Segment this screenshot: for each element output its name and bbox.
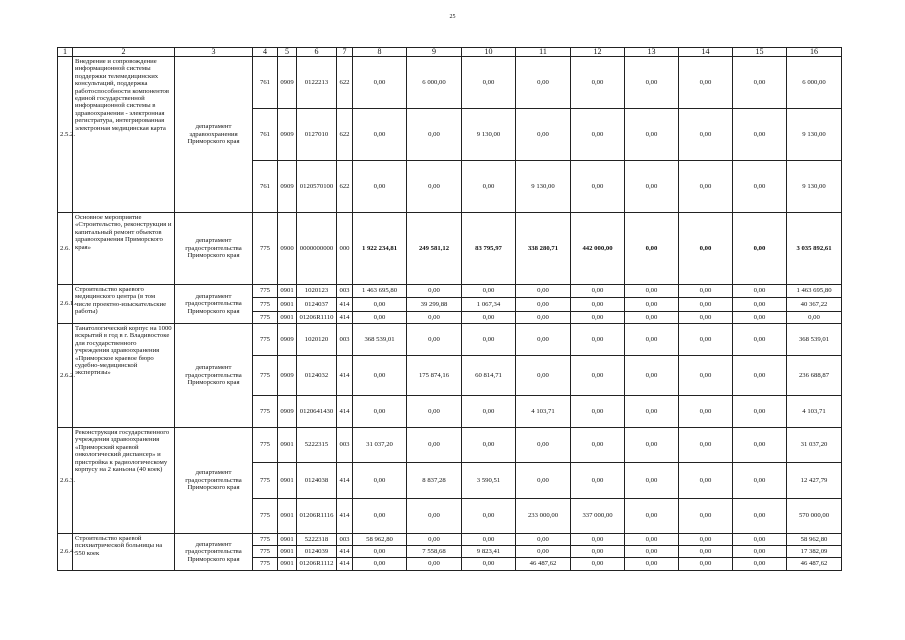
ministry-code: 775: [253, 298, 278, 312]
year-value: 0,00: [679, 324, 733, 356]
responsible-department: департамент здравоохранения Приморского края: [175, 57, 253, 213]
year-value: 0,00: [516, 356, 571, 396]
section-code: 0909: [278, 161, 297, 213]
item-title: Танатологический корпус на 1000 вскрытий в год в г. Владивостоке для государственного учреждения здравоохранения «Приморское краевое бюро судебно-медицинской экспертизы»: [73, 324, 175, 428]
year-value: 0,00: [625, 285, 679, 298]
responsible-department: департамент градостроительства Приморского края: [175, 428, 253, 534]
ministry-code: 775: [253, 396, 278, 428]
budget-table: [57, 47, 842, 571]
total-value: 0,00: [787, 312, 842, 324]
year-value: 0,00: [625, 463, 679, 499]
year-value: 9 823,41: [462, 546, 516, 558]
expense-type-code: 414: [337, 312, 353, 324]
year-value: 8 837,28: [407, 463, 462, 499]
year-value: 175 874,16: [407, 356, 462, 396]
column-header: 4: [253, 48, 278, 57]
year-value: 0,00: [462, 558, 516, 571]
year-value: 0,00: [679, 534, 733, 546]
section-code: 0909: [278, 324, 297, 356]
table-row: [58, 324, 842, 356]
table-row: [58, 285, 842, 298]
year-value: 1 463 695,80: [353, 285, 407, 298]
item-title: Реконструкция государственного учреждения здравоохранения «Приморский краевой онкологический диспансер» и пристройка к радиологическому корпусу на 2 каньона (40 коек): [73, 428, 175, 534]
expense-type-code: 003: [337, 285, 353, 298]
year-value: 0,00: [679, 558, 733, 571]
year-value: 0,00: [679, 298, 733, 312]
year-value: 0,00: [733, 213, 787, 285]
year-value: 0,00: [625, 109, 679, 161]
year-value: 0,00: [516, 324, 571, 356]
expense-type-code: 414: [337, 463, 353, 499]
total-value: 1 463 695,80: [787, 285, 842, 298]
year-value: 60 814,71: [462, 356, 516, 396]
total-value: 6 000,00: [787, 57, 842, 109]
target-article-code: 0122213: [297, 57, 337, 109]
year-value: 0,00: [679, 546, 733, 558]
ministry-code: 761: [253, 109, 278, 161]
section-code: 0901: [278, 546, 297, 558]
column-header: 13: [625, 48, 679, 57]
year-value: 0,00: [407, 324, 462, 356]
year-value: 0,00: [625, 534, 679, 546]
total-value: 4 103,71: [787, 396, 842, 428]
year-value: 6 000,00: [407, 57, 462, 109]
target-article-code: 0124032: [297, 356, 337, 396]
page-number: 25: [449, 14, 456, 20]
item-code: 2.6.: [58, 213, 73, 285]
year-value: 0,00: [462, 428, 516, 463]
column-header: 14: [679, 48, 733, 57]
expense-type-code: 003: [337, 428, 353, 463]
section-code: 0901: [278, 558, 297, 571]
year-value: 0,00: [625, 499, 679, 534]
year-value: 0,00: [407, 312, 462, 324]
responsible-department: департамент градостроительства Приморского края: [175, 534, 253, 571]
column-header: 9: [407, 48, 462, 57]
ministry-code: 775: [253, 546, 278, 558]
year-value: 0,00: [679, 285, 733, 298]
total-value: 368 539,01: [787, 324, 842, 356]
year-value: 58 962,80: [353, 534, 407, 546]
target-article-code: 01206R1116: [297, 499, 337, 534]
expense-type-code: 003: [337, 324, 353, 356]
year-value: 0,00: [516, 285, 571, 298]
ministry-code: 775: [253, 324, 278, 356]
year-value: 0,00: [407, 396, 462, 428]
year-value: 0,00: [625, 57, 679, 109]
year-value: 0,00: [353, 463, 407, 499]
section-code: 0909: [278, 109, 297, 161]
total-value: 570 000,00: [787, 499, 842, 534]
year-value: 0,00: [353, 298, 407, 312]
year-value: 0,00: [733, 499, 787, 534]
year-value: 0,00: [571, 428, 625, 463]
year-value: 0,00: [462, 57, 516, 109]
year-value: 0,00: [462, 324, 516, 356]
year-value: 0,00: [733, 463, 787, 499]
total-value: 236 688,87: [787, 356, 842, 396]
target-article-code: 5222315: [297, 428, 337, 463]
year-value: 0,00: [462, 499, 516, 534]
year-value: 0,00: [733, 534, 787, 546]
year-value: 0,00: [571, 356, 625, 396]
year-value: 338 280,71: [516, 213, 571, 285]
year-value: 0,00: [625, 396, 679, 428]
ministry-code: 761: [253, 161, 278, 213]
column-header: 12: [571, 48, 625, 57]
year-value: 0,00: [571, 57, 625, 109]
section-code: 0901: [278, 298, 297, 312]
column-header: 5: [278, 48, 297, 57]
year-value: 0,00: [571, 546, 625, 558]
ministry-code: 775: [253, 312, 278, 324]
item-code: 2.6.1.: [58, 285, 73, 324]
ministry-code: 761: [253, 57, 278, 109]
year-value: 0,00: [679, 312, 733, 324]
year-value: 1 922 234,81: [353, 213, 407, 285]
table-row: [58, 213, 842, 285]
year-value: 0,00: [353, 396, 407, 428]
total-value: 17 382,09: [787, 546, 842, 558]
year-value: 0,00: [571, 534, 625, 546]
year-value: 0,00: [625, 546, 679, 558]
responsible-department: департамент градостроительства Приморского края: [175, 324, 253, 428]
target-article-code: 1020120: [297, 324, 337, 356]
column-header: 8: [353, 48, 407, 57]
year-value: 0,00: [733, 546, 787, 558]
year-value: 7 558,68: [407, 546, 462, 558]
total-value: 9 130,00: [787, 109, 842, 161]
column-header: 2: [73, 48, 175, 57]
year-value: 0,00: [571, 109, 625, 161]
year-value: 0,00: [679, 356, 733, 396]
year-value: 0,00: [353, 499, 407, 534]
section-code: 0901: [278, 534, 297, 546]
total-value: 12 427,79: [787, 463, 842, 499]
section-code: 0909: [278, 396, 297, 428]
year-value: 233 000,00: [516, 499, 571, 534]
year-value: 0,00: [733, 558, 787, 571]
year-value: 0,00: [625, 356, 679, 396]
year-value: 0,00: [679, 109, 733, 161]
year-value: 0,00: [625, 298, 679, 312]
year-value: 337 000,00: [571, 499, 625, 534]
responsible-department: департамент градостроительства Приморского края: [175, 213, 253, 285]
item-code: 2.5.2.: [58, 57, 73, 213]
year-value: 83 795,97: [462, 213, 516, 285]
expense-type-code: 414: [337, 546, 353, 558]
year-value: 9 130,00: [516, 161, 571, 213]
table-row: [58, 428, 842, 463]
year-value: 46 487,62: [516, 558, 571, 571]
year-value: 0,00: [462, 312, 516, 324]
year-value: 0,00: [733, 57, 787, 109]
year-value: 0,00: [516, 57, 571, 109]
year-value: 0,00: [733, 285, 787, 298]
expense-type-code: 000: [337, 213, 353, 285]
item-title: Основное мероприятие «Строительство, реконструкция и капитальный ремонт объектов здравоохранения Приморского края»: [73, 213, 175, 285]
year-value: 0,00: [462, 161, 516, 213]
total-value: 3 035 892,61: [787, 213, 842, 285]
year-value: 0,00: [679, 499, 733, 534]
expense-type-code: 622: [337, 161, 353, 213]
year-value: 0,00: [625, 312, 679, 324]
item-title: Внедрение и сопровождение информационной системы поддержки телемедицинских консультаций, поддержка работоспособности компонентов единой государственной информационной системы в здравоохранении - электронная регистратура, интегрированная электронная медицинская карта: [73, 57, 175, 213]
target-article-code: 1020123: [297, 285, 337, 298]
year-value: 368 539,01: [353, 324, 407, 356]
section-code: 0909: [278, 57, 297, 109]
ministry-code: 775: [253, 499, 278, 534]
section-code: 0901: [278, 312, 297, 324]
year-value: 0,00: [679, 161, 733, 213]
target-article-code: 0124039: [297, 546, 337, 558]
item-code: 2.6.2.: [58, 324, 73, 428]
year-value: 0,00: [625, 161, 679, 213]
year-value: 0,00: [571, 558, 625, 571]
year-value: 0,00: [733, 356, 787, 396]
year-value: 249 581,12: [407, 213, 462, 285]
ministry-code: 775: [253, 213, 278, 285]
target-article-code: 0127010: [297, 109, 337, 161]
section-code: 0901: [278, 285, 297, 298]
total-value: 46 487,62: [787, 558, 842, 571]
year-value: 1 067,34: [462, 298, 516, 312]
year-value: 0,00: [516, 534, 571, 546]
total-value: 58 962,80: [787, 534, 842, 546]
year-value: 9 130,00: [462, 109, 516, 161]
target-article-code: 0124038: [297, 463, 337, 499]
section-code: 0900: [278, 213, 297, 285]
column-header: 6: [297, 48, 337, 57]
year-value: 0,00: [462, 534, 516, 546]
year-value: 0,00: [516, 546, 571, 558]
year-value: 0,00: [733, 324, 787, 356]
column-header: 3: [175, 48, 253, 57]
year-value: 0,00: [407, 499, 462, 534]
expense-type-code: 414: [337, 558, 353, 571]
ministry-code: 775: [253, 463, 278, 499]
ministry-code: 775: [253, 558, 278, 571]
item-title: Строительство краевого медицинского центра (в том числе проектно-изыскательские работы): [73, 285, 175, 324]
year-value: 0,00: [733, 109, 787, 161]
total-value: 31 037,20: [787, 428, 842, 463]
year-value: 0,00: [516, 312, 571, 324]
year-value: 0,00: [625, 558, 679, 571]
year-value: 0,00: [571, 161, 625, 213]
year-value: 0,00: [625, 428, 679, 463]
year-value: 0,00: [407, 558, 462, 571]
expense-type-code: 414: [337, 499, 353, 534]
year-value: 0,00: [353, 161, 407, 213]
target-article-code: 0124037: [297, 298, 337, 312]
year-value: 0,00: [353, 57, 407, 109]
year-value: 0,00: [733, 428, 787, 463]
expense-type-code: 414: [337, 298, 353, 312]
ministry-code: 775: [253, 356, 278, 396]
column-number-row: [58, 48, 842, 57]
target-article-code: 0000000000: [297, 213, 337, 285]
table-row: [58, 534, 842, 546]
expense-type-code: 622: [337, 109, 353, 161]
year-value: 0,00: [353, 109, 407, 161]
year-value: 442 000,00: [571, 213, 625, 285]
year-value: 0,00: [733, 298, 787, 312]
column-header: 1: [58, 48, 73, 57]
year-value: 0,00: [733, 396, 787, 428]
item-code: 2.6.3.: [58, 428, 73, 534]
target-article-code: 0120641430: [297, 396, 337, 428]
year-value: 0,00: [733, 161, 787, 213]
year-value: 0,00: [516, 298, 571, 312]
expense-type-code: 003: [337, 534, 353, 546]
year-value: 0,00: [353, 356, 407, 396]
year-value: 0,00: [462, 285, 516, 298]
column-header: 16: [787, 48, 842, 57]
year-value: 0,00: [353, 546, 407, 558]
year-value: 0,00: [571, 324, 625, 356]
year-value: 0,00: [571, 312, 625, 324]
table-body: [58, 48, 842, 571]
column-header: 10: [462, 48, 516, 57]
expense-type-code: 414: [337, 396, 353, 428]
target-article-code: 5222318: [297, 534, 337, 546]
year-value: 0,00: [679, 213, 733, 285]
year-value: 0,00: [516, 463, 571, 499]
year-value: 3 590,51: [462, 463, 516, 499]
year-value: 0,00: [407, 534, 462, 546]
ministry-code: 775: [253, 285, 278, 298]
year-value: 0,00: [407, 161, 462, 213]
target-article-code: 01206R1110: [297, 312, 337, 324]
column-header: 15: [733, 48, 787, 57]
section-code: 0909: [278, 356, 297, 396]
year-value: 0,00: [571, 285, 625, 298]
year-value: 0,00: [407, 285, 462, 298]
year-value: 0,00: [679, 428, 733, 463]
table-row: [58, 57, 842, 109]
year-value: 0,00: [353, 558, 407, 571]
year-value: 0,00: [571, 396, 625, 428]
year-value: 0,00: [679, 396, 733, 428]
year-value: 0,00: [679, 57, 733, 109]
year-value: 0,00: [733, 312, 787, 324]
section-code: 0901: [278, 499, 297, 534]
expense-type-code: 414: [337, 356, 353, 396]
year-value: 0,00: [407, 109, 462, 161]
year-value: 39 299,88: [407, 298, 462, 312]
ministry-code: 775: [253, 428, 278, 463]
year-value: 0,00: [516, 428, 571, 463]
year-value: 0,00: [571, 463, 625, 499]
target-article-code: 01206R1112: [297, 558, 337, 571]
item-title: Строительство краевой психиатрической больницы на 550 коек: [73, 534, 175, 571]
year-value: 0,00: [571, 298, 625, 312]
year-value: 4 103,71: [516, 396, 571, 428]
item-code: 2.6.4.: [58, 534, 73, 571]
section-code: 0901: [278, 463, 297, 499]
year-value: 0,00: [625, 324, 679, 356]
year-value: 0,00: [462, 396, 516, 428]
year-value: 31 037,20: [353, 428, 407, 463]
column-header: 11: [516, 48, 571, 57]
section-code: 0901: [278, 428, 297, 463]
year-value: 0,00: [353, 312, 407, 324]
total-value: 40 367,22: [787, 298, 842, 312]
total-value: 9 130,00: [787, 161, 842, 213]
year-value: 0,00: [625, 213, 679, 285]
ministry-code: 775: [253, 534, 278, 546]
target-article-code: 0120570100: [297, 161, 337, 213]
expense-type-code: 622: [337, 57, 353, 109]
column-header: 7: [337, 48, 353, 57]
year-value: 0,00: [516, 109, 571, 161]
year-value: 0,00: [679, 463, 733, 499]
responsible-department: департамент градостроительства Приморского края: [175, 285, 253, 324]
year-value: 0,00: [407, 428, 462, 463]
